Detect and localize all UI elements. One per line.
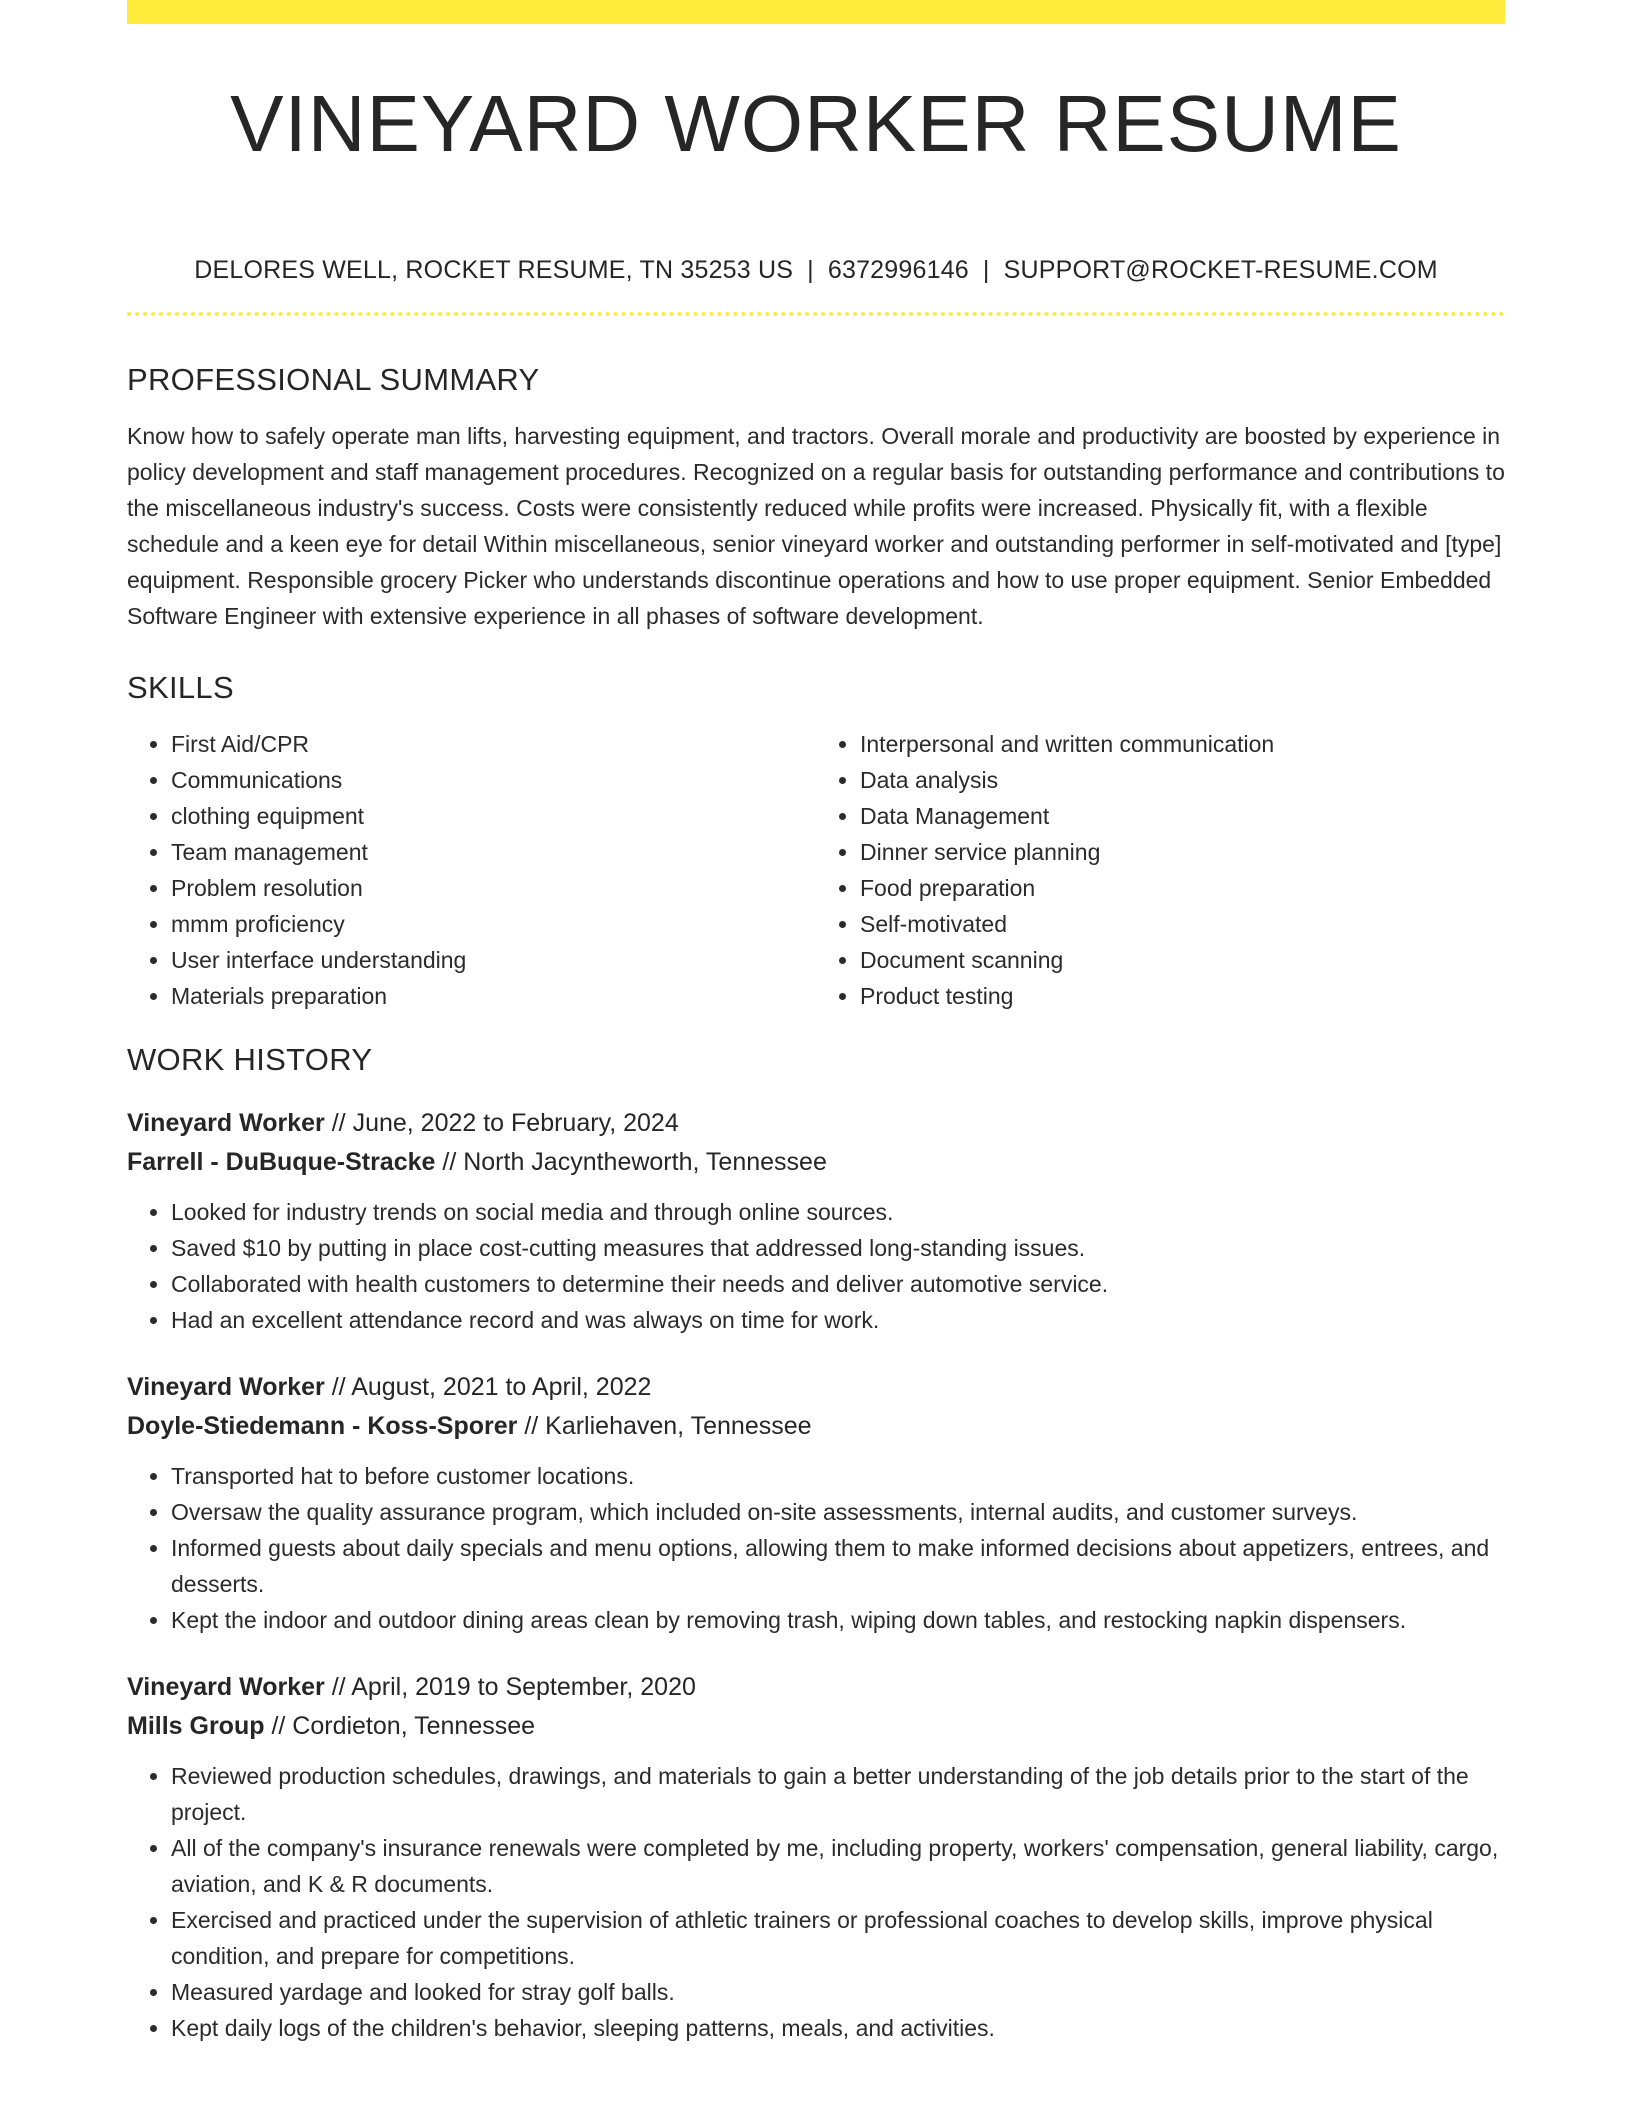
skills-list: [127, 726, 1505, 1014]
contact-email: SUPPORT@ROCKET-RESUME.COM: [1003, 256, 1438, 284]
job-bullet: • Reviewed production schedules, drawings, and materials to gain a better understanding of the job details prior to the start of the project.: [171, 1758, 1505, 1830]
job-company: Doyle-Stiedemann - Koss-Sporer: [127, 1412, 518, 1440]
job-entry: [127, 1368, 1505, 1638]
job-location: // North Jacyntheworth, Tennessee: [442, 1148, 827, 1176]
contact-address: DELORES WELL, ROCKET RESUME, TN 35253 US: [194, 256, 794, 284]
job-title: Vineyard Worker: [127, 1109, 325, 1137]
job-dates: // August, 2021 to April, 2022: [331, 1373, 652, 1401]
skill-item: • Product testing: [860, 978, 1505, 1014]
job-bullet: • Looked for industry trends on social media and through online sources.: [171, 1194, 1505, 1230]
skill-item: • Materials preparation: [171, 978, 816, 1014]
summary-text: Know how to safely operate man lifts, harvesting equipment, and tractors. Overall morale and productivity are boosted by experience in policy development and staff management procedures. Recognized on a regular basis for outstanding performance and contributions to the miscellaneous industry's success. Costs were consistently reduced while profits were increased. Physically fit, with a flexible schedule and a keen eye for detail Within miscellaneous, senior vineyard worker and outstanding performer in self-motivated and [type] equipment. Responsible grocery Picker who understands discontinue operations and how to use proper equipment. Senior Embedded Software Engineer with extensive experience in all phases of software development.: [127, 423, 1505, 629]
skill-item: • Problem resolution: [171, 870, 816, 906]
job-title-line: [127, 1368, 1505, 1407]
job-bullet: • Kept daily logs of the children's behavior, sleeping patterns, meals, and activities.: [171, 2010, 1505, 2046]
job-bullet: • Informed guests about daily specials and menu options, allowing them to make informed decisions about appetizers, entrees, and desserts.: [171, 1530, 1505, 1602]
skill-item: • Dinner service planning: [860, 834, 1505, 870]
skill-item: • clothing equipment: [171, 798, 816, 834]
skills-heading: SKILLS: [127, 670, 234, 705]
resume-page: [127, 0, 1505, 2046]
job-company: Farrell - DuBuque-Stracke: [127, 1148, 436, 1176]
contact-separator: |: [807, 256, 814, 284]
skill-item: • Document scanning: [860, 942, 1505, 978]
contact-line: [127, 256, 1505, 288]
job-bullet: • Oversaw the quality assurance program, which included on-site assessments, internal audits, and customer surveys.: [171, 1494, 1505, 1530]
header-divider: [127, 312, 1505, 316]
skill-item: • Data Management: [860, 798, 1505, 834]
job-bullet: • Collaborated with health customers to determine their needs and deliver automotive service.: [171, 1266, 1505, 1302]
job-location: // Cordieton, Tennessee: [271, 1712, 536, 1740]
job-title: Vineyard Worker: [127, 1673, 325, 1701]
skill-item: • First Aid/CPR: [171, 726, 816, 762]
skill-item: • Interpersonal and written communication: [860, 726, 1505, 762]
job-bullets: [127, 1194, 1505, 1338]
job-bullet: • Transported hat to before customer locations.: [171, 1458, 1505, 1494]
contact-separator: |: [982, 256, 990, 284]
job-dates: // April, 2019 to September, 2020: [331, 1673, 696, 1701]
job-bullets: [127, 1758, 1505, 2046]
job-title: Vineyard Worker: [127, 1373, 325, 1401]
summary-heading: PROFESSIONAL SUMMARY: [127, 362, 540, 397]
job-bullet: • Exercised and practiced under the supervision of athletic trainers or professional coaches to develop skills, improve physical condition, and prepare for competitions.: [171, 1902, 1505, 1974]
job-bullet: • Kept the indoor and outdoor dining areas clean by removing trash, wiping down tables, and restocking napkin dispensers.: [171, 1602, 1505, 1638]
job-bullet: • All of the company's insurance renewals were completed by me, including property, workers' compensation, general liability, cargo, aviation, and K & R documents.: [171, 1830, 1505, 1902]
skill-item: • mmm proficiency: [171, 906, 816, 942]
skill-item: • Food preparation: [860, 870, 1505, 906]
job-bullet: • Had an excellent attendance record and was always on time for work.: [171, 1302, 1505, 1338]
job-location: // Karliehaven, Tennessee: [524, 1412, 812, 1440]
job-company-line: [127, 1707, 1505, 1746]
job-entry: [127, 1668, 1505, 2046]
work-history-heading: WORK HISTORY: [127, 1042, 373, 1077]
job-bullet: • Measured yardage and looked for stray golf balls.: [171, 1974, 1505, 2010]
work-history-list: [127, 1104, 1505, 2046]
job-entry: [127, 1104, 1505, 1338]
job-company: Mills Group: [127, 1712, 265, 1740]
skill-item: • User interface understanding: [171, 942, 816, 978]
skill-item: • Team management: [171, 834, 816, 870]
job-company-line: [127, 1407, 1505, 1446]
job-company-line: [127, 1143, 1505, 1182]
contact-phone: 6372996146: [827, 256, 969, 284]
job-dates: // June, 2022 to February, 2024: [331, 1109, 679, 1137]
skill-item: • Communications: [171, 762, 816, 798]
top-accent-bar: [127, 0, 1505, 24]
skill-item: • Self-motivated: [860, 906, 1505, 942]
job-bullets: [127, 1458, 1505, 1638]
skills-column-left: [127, 726, 816, 1014]
job-title-line: [127, 1104, 1505, 1143]
resume-title: VINEYARD WORKER RESUME: [230, 79, 1402, 168]
job-bullet: • Saved $10 by putting in place cost-cutting measures that addressed long-standing issues.: [171, 1230, 1505, 1266]
skills-column-right: [816, 726, 1505, 1014]
job-title-line: [127, 1668, 1505, 1707]
skill-item: • Data analysis: [860, 762, 1505, 798]
